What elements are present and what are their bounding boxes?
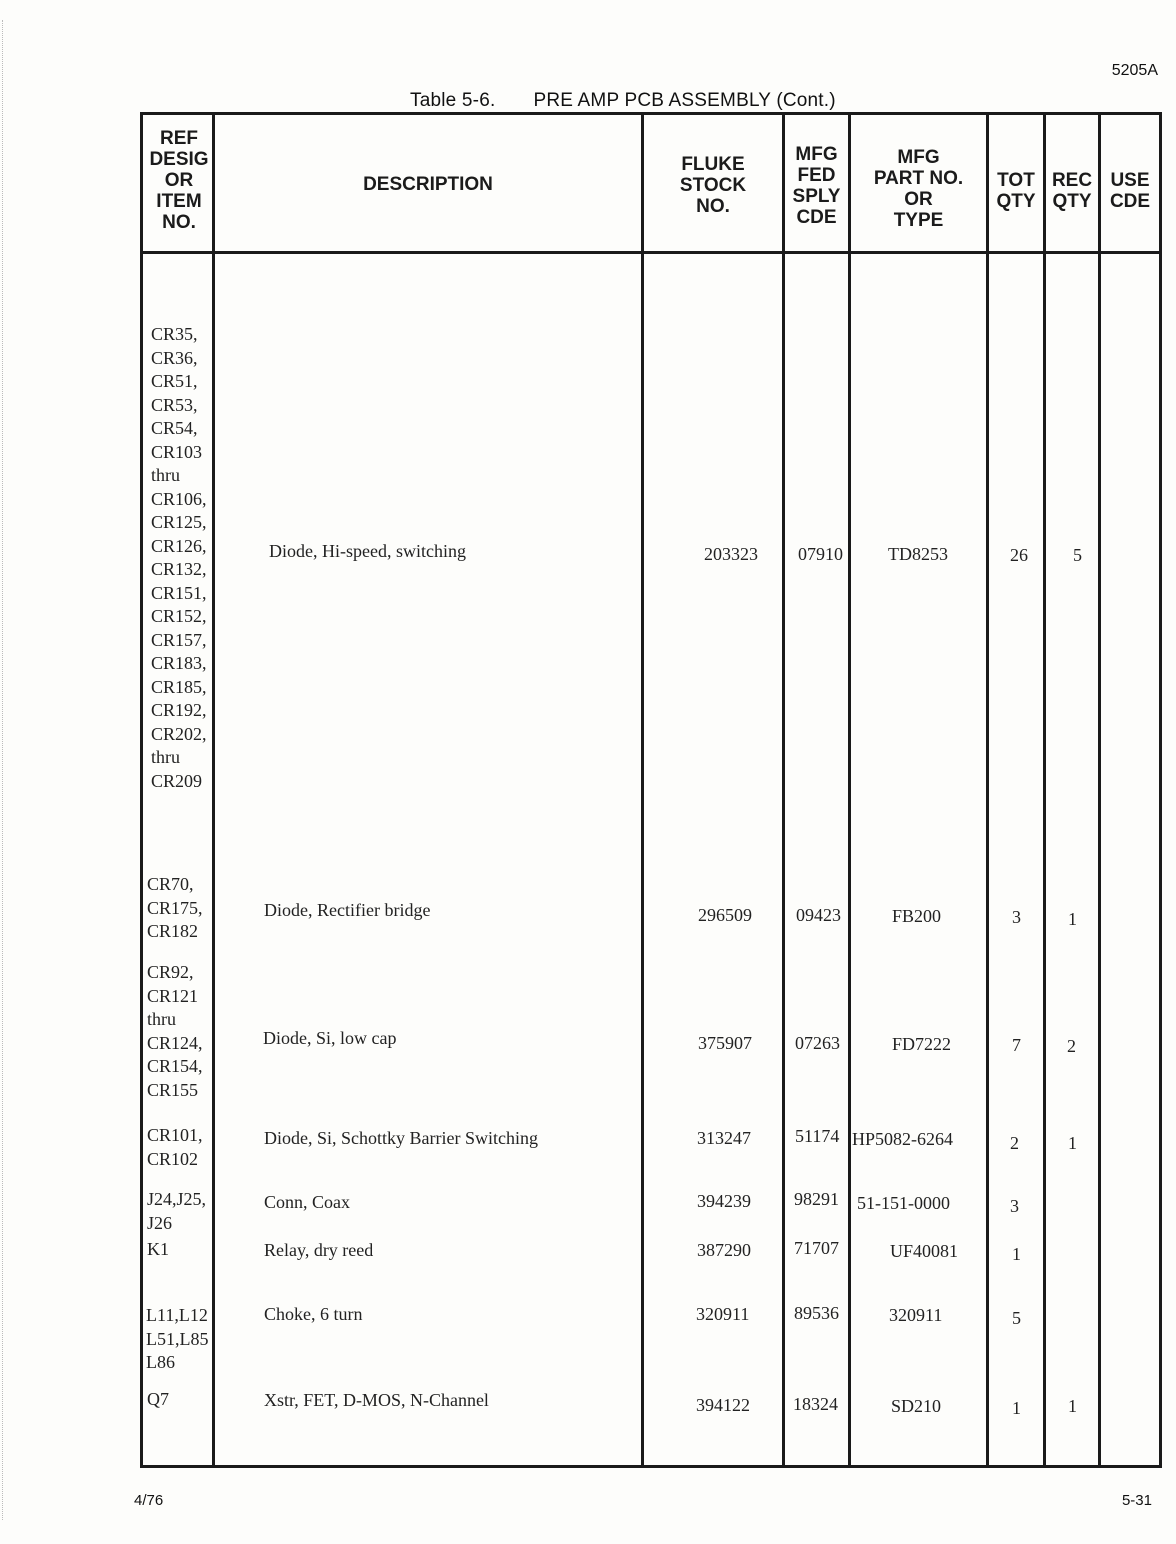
table-title-text: PRE AMP PCB ASSEMBLY (Cont.) <box>533 90 836 111</box>
tot-qty: 1 <box>1012 1398 1021 1418</box>
ref-designators: CR101, CR102 <box>147 1125 203 1169</box>
description: Diode, Si, low cap <box>263 1028 397 1048</box>
mfg-code: 51174 <box>795 1126 840 1146</box>
ref-designators: Q7 <box>147 1389 169 1409</box>
col-header-mfg-code: MFG FED SPLY CDE <box>792 144 841 228</box>
col-header-rec-qty: REC QTY <box>1051 170 1093 212</box>
tot-qty: 3 <box>1012 907 1021 927</box>
ref-designators: CR92, CR121 thru CR124, CR154, CR155 <box>147 962 203 1100</box>
col-header-use-cde: USE CDE <box>1109 170 1151 212</box>
description: Diode, Rectifier bridge <box>264 900 431 920</box>
description: Diode, Si, Schottky Barrier Switching <box>264 1128 538 1148</box>
col-divider <box>848 112 851 1468</box>
stock-number: 394122 <box>696 1395 750 1415</box>
col-divider <box>641 112 644 1468</box>
rec-qty: 2 <box>1067 1036 1076 1056</box>
col-header-description: DESCRIPTION <box>363 174 493 195</box>
description: Relay, dry reed <box>264 1240 374 1260</box>
mfg-code: 89536 <box>794 1303 839 1323</box>
col-divider <box>1043 112 1046 1468</box>
tot-qty: 1 <box>1012 1244 1021 1264</box>
mfg-code: 71707 <box>794 1238 839 1258</box>
header-separator <box>140 251 1162 254</box>
table-frame <box>140 112 1162 1468</box>
part-number: FB200 <box>892 906 942 926</box>
rec-qty: 1 <box>1068 1133 1077 1153</box>
mfg-code: 09423 <box>796 905 841 925</box>
part-number: SD210 <box>891 1396 942 1416</box>
rec-qty: 5 <box>1073 545 1082 565</box>
stock-number: 375907 <box>698 1033 752 1053</box>
part-number: FD7222 <box>892 1034 952 1054</box>
col-divider <box>212 112 215 1468</box>
binder-holes-decoration <box>2 20 9 1520</box>
stock-number: 203323 <box>704 544 758 564</box>
ref-designators: L11,L12 L51,L85 L86 <box>146 1305 209 1372</box>
ref-designators: J24,J25, J26 <box>147 1189 207 1233</box>
tot-qty: 7 <box>1012 1035 1021 1055</box>
document-id: 5205A <box>1111 62 1158 79</box>
table-number: Table 5-6. <box>410 90 496 111</box>
table-title <box>410 90 836 112</box>
description: Diode, Hi-speed, switching <box>269 541 466 561</box>
col-header-part: MFG PART NO. OR TYPE <box>873 147 964 231</box>
tot-qty: 2 <box>1010 1133 1019 1153</box>
mfg-code: 07910 <box>798 544 843 564</box>
stock-number: 296509 <box>698 905 752 925</box>
ref-designators: CR70, CR175, CR182 <box>147 874 203 941</box>
rec-qty: 1 <box>1068 909 1077 929</box>
tot-qty: 26 <box>1010 545 1028 565</box>
part-number: 51-151-0000 <box>857 1193 950 1213</box>
tot-qty: 5 <box>1012 1308 1021 1328</box>
mfg-code: 98291 <box>794 1189 839 1209</box>
part-number: HP5082-6264 <box>852 1129 954 1149</box>
description: Conn, Coax <box>264 1192 351 1212</box>
part-number: 320911 <box>889 1305 943 1325</box>
ref-designators: CR35, CR36, CR51, CR53, CR54, CR103 thru CR106, CR125, CR126, CR132, CR151, CR152, CR157, CR183, CR185, CR192, CR202, thru CR209 <box>151 324 207 791</box>
col-divider <box>1098 112 1101 1468</box>
description: Xstr, FET, D-MOS, N-Channel <box>264 1390 489 1410</box>
rec-qty: 1 <box>1068 1396 1077 1416</box>
part-number: TD8253 <box>888 544 948 564</box>
tot-qty: 3 <box>1010 1196 1019 1216</box>
col-divider <box>986 112 989 1468</box>
footer-date: 4/76 <box>134 1492 164 1509</box>
description: Choke, 6 turn <box>264 1304 363 1324</box>
col-header-stock: FLUKE STOCK NO. <box>679 154 747 217</box>
page-number: 5-31 <box>1121 1492 1152 1509</box>
mfg-code: 07263 <box>795 1033 840 1053</box>
stock-number: 387290 <box>697 1240 751 1260</box>
part-number: UF40081 <box>890 1241 959 1261</box>
stock-number: 313247 <box>697 1128 751 1148</box>
stock-number: 320911 <box>696 1304 750 1324</box>
ref-designators: K1 <box>147 1239 169 1259</box>
col-header-ref: REF DESIG OR ITEM NO. <box>149 128 209 233</box>
mfg-code: 18324 <box>793 1394 838 1414</box>
stock-number: 394239 <box>697 1191 751 1211</box>
col-divider <box>782 112 785 1468</box>
col-header-tot-qty: TOT QTY <box>996 170 1036 212</box>
